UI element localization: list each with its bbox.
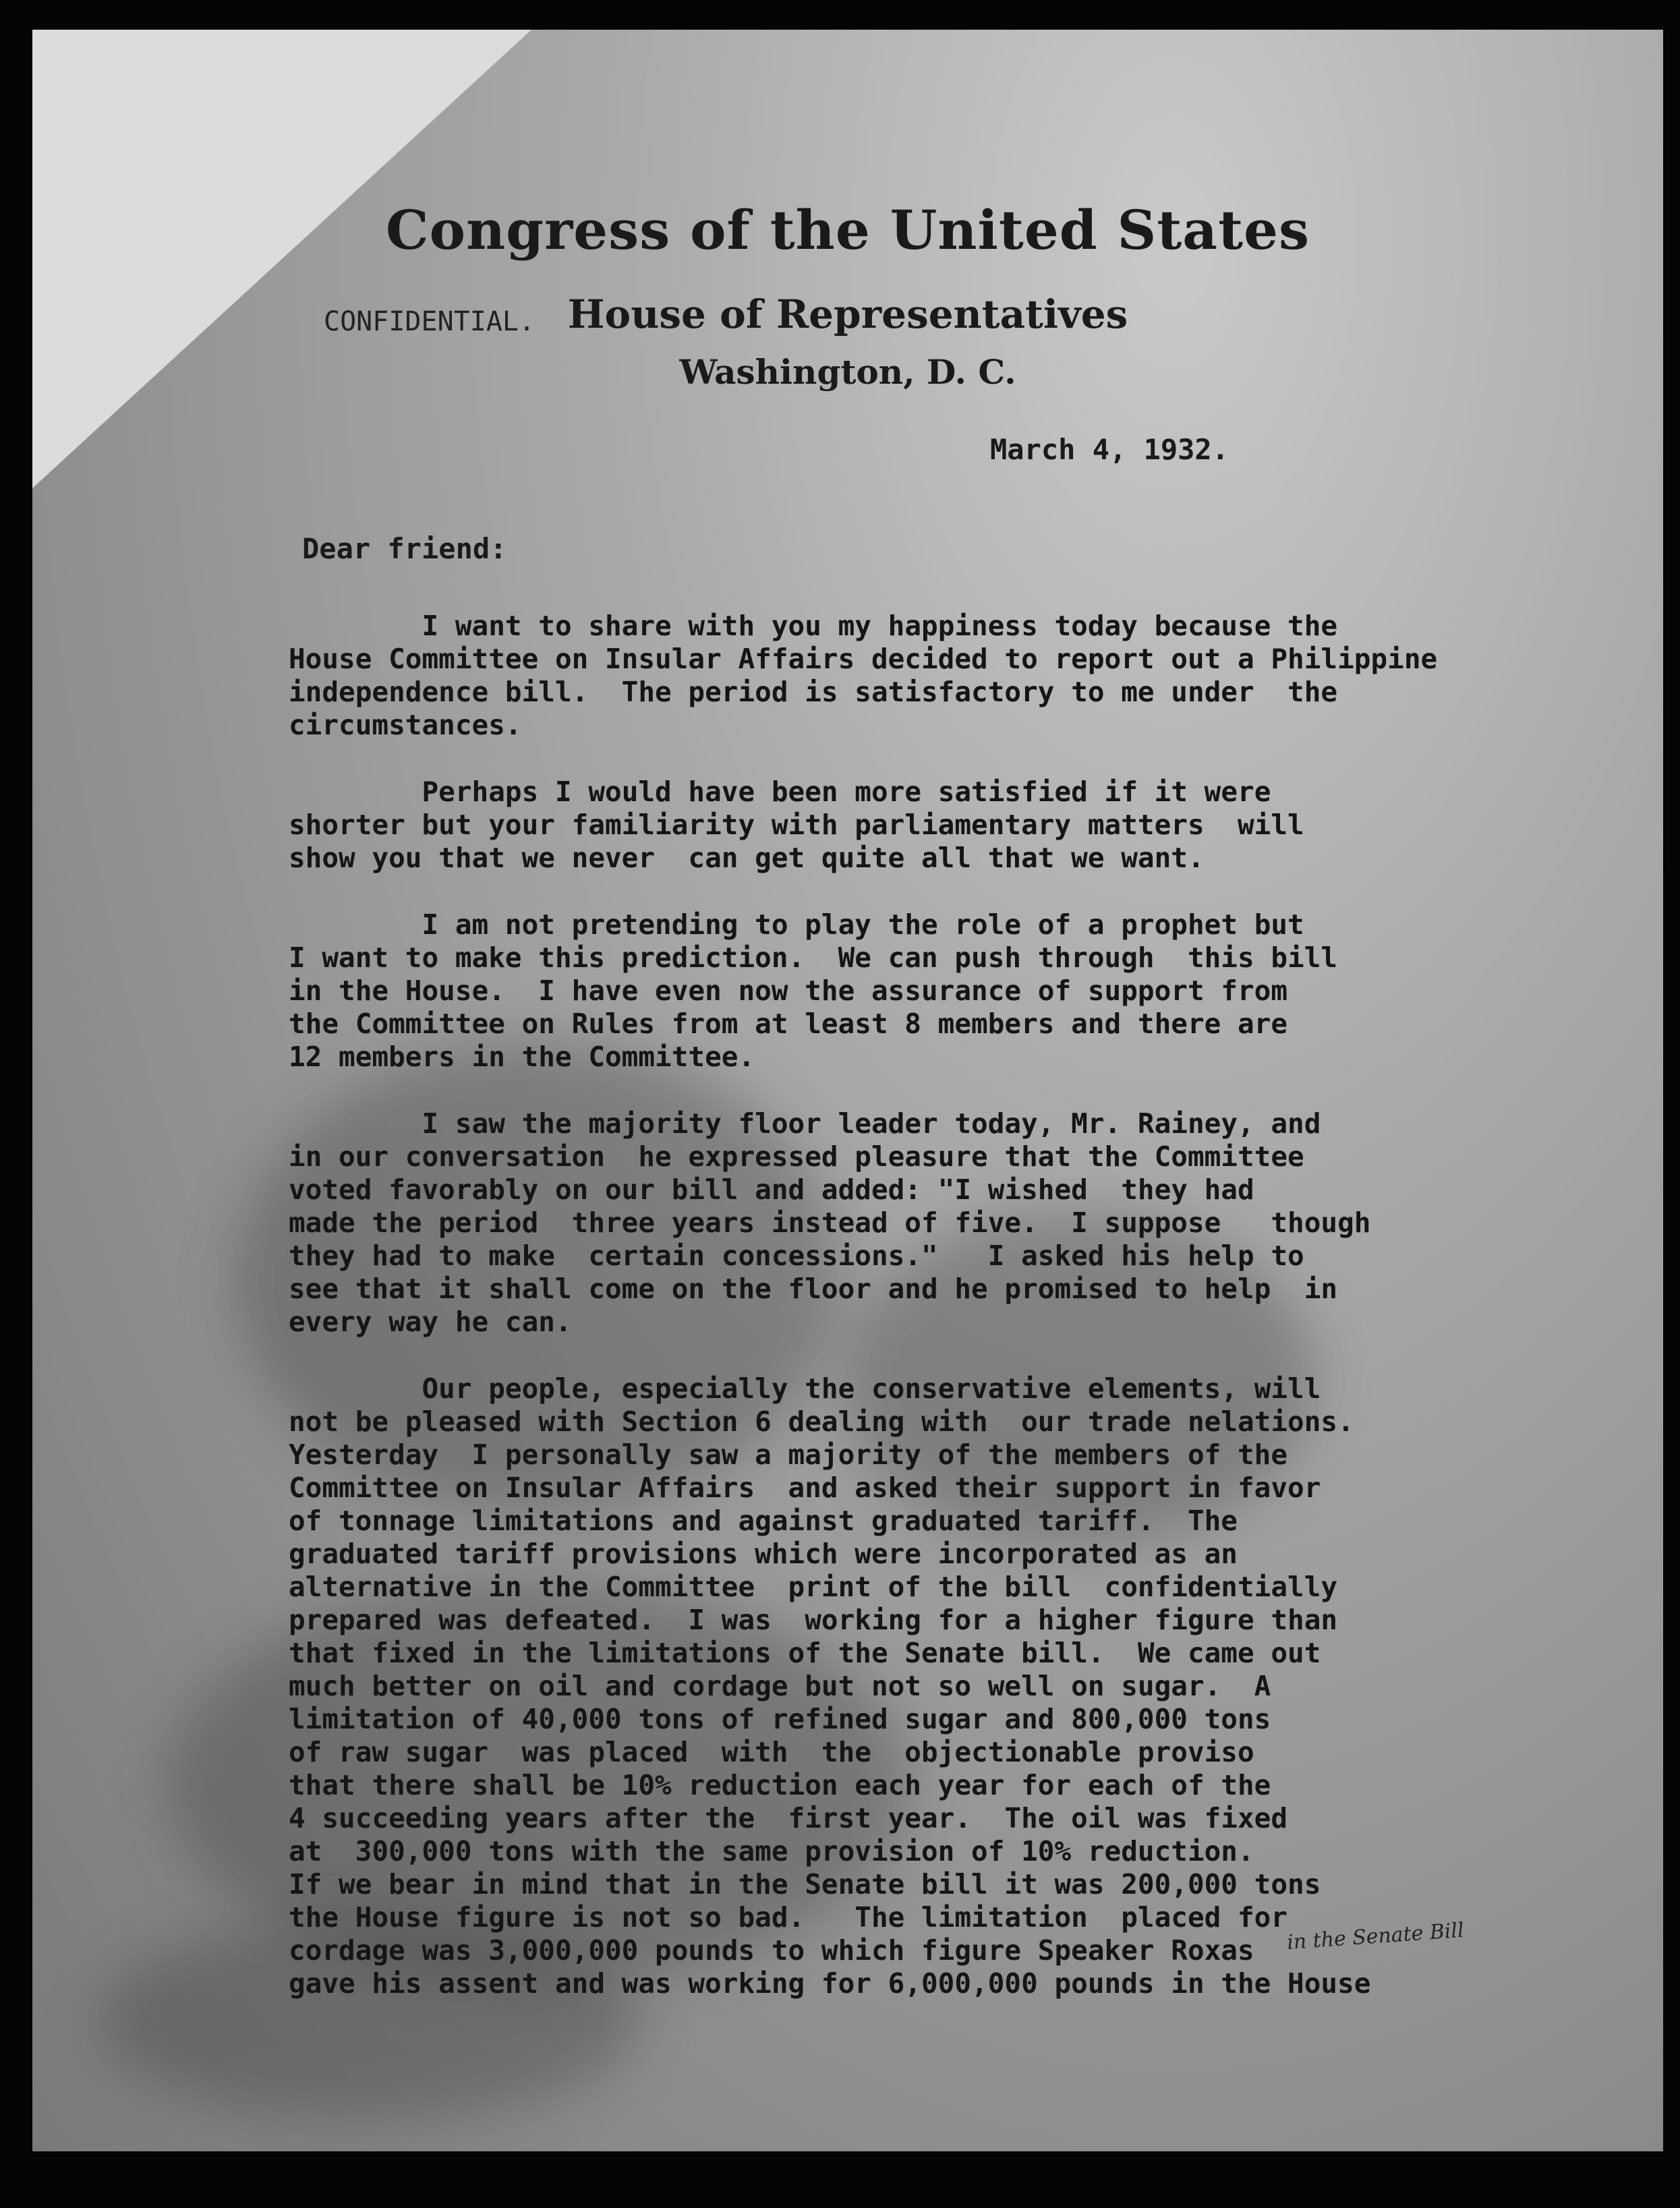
salutation: Dear friend: — [302, 532, 507, 565]
paragraph: I am not pretending to play the role of a prophet but I want to make this prediction. We can push through this bill in the House. I have even now the assurance of support from the Committee on Rules from at least 8 members and there are 12 members in the Committee. — [289, 908, 1338, 1073]
letterhead-city: Washington, D. C. — [679, 352, 1016, 392]
paragraph: I want to share with you my happiness today because the House Committee on Insular Affairs decided to report out a Philippine independence bill. The period is satisfactory to me under the circumstances. — [289, 610, 1438, 741]
letter-date: March 4, 1932. — [990, 433, 1229, 466]
letter-page — [32, 30, 1663, 2151]
letter-body — [289, 610, 1584, 2034]
confidential-marking: CONFIDENTIAL. — [324, 306, 535, 337]
paragraph: Perhaps I would have been more satisfied if it were shorter but your familiarity with parliamentary matters will show you that we never can get quite all that we want. — [289, 776, 1304, 874]
paragraph: I saw the majority floor leader today, Mr. Rainey, and in our conversation he expressed pleasure that the Committee voted favorably on our bill and added: "I wished they had made the period three years instead of five. I suppose though they had to make certain concessions." I asked his help to see that it shall come on the floor and he promised to help in every way he can. — [289, 1107, 1371, 1338]
handwritten-annotation: in the Senate Bill — [1286, 1918, 1465, 1955]
letterhead-house: House of Representatives — [567, 291, 1128, 337]
paragraph: Our people, especially the conservative elements, will not be pleased with Section 6 dealing with our trade nelations. Yesterday I personally saw a majority of the members of the Committee on Insular Affairs and asked their support in favor of tonnage limitations and against graduated tariff. The graduated tariff provisions which were incorporated as an alternative in the Committee print of the bill confidentially prepared was defeated. I was working for a higher figure than that fixed in the limitations of the Senate bill. We came out much better on oil and cordage but not so well on sugar. A limitation of 40,000 tons of refined sugar and 800,000 tons of raw sugar was placed with the objectionable proviso that there shall be 10% reduction each year for each of the 4 succeeding years after the first year. The oil was fixed at 300,000 tons with the same provision of 10% reduction. If we bear in mind that in the Senate bill it was 200,000 tons the House figure is not so bad. The limitation placed for cordage was 3,000,000 pounds to which figure Speaker Roxas gave his assent and was working for 6,000,000 pounds in the House — [289, 1372, 1371, 2000]
letterhead-congress: Congress of the United States — [385, 198, 1310, 262]
